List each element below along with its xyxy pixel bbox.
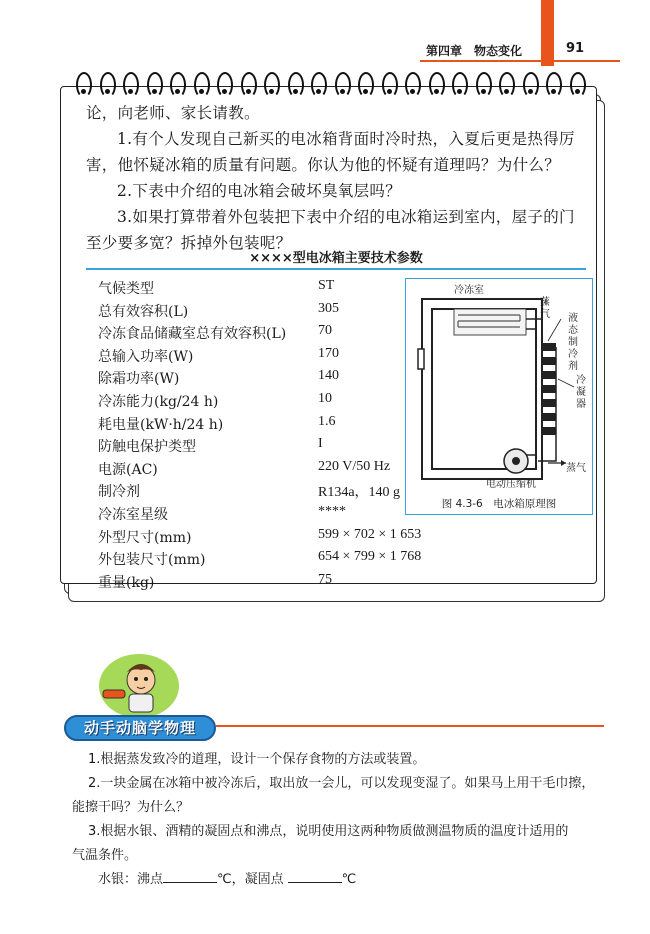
mascot-icon — [97, 648, 181, 718]
spec-table-title: ××××型电冰箱主要技术参数 — [249, 251, 423, 266]
spec-value: 599 × 702 × 1 653 — [318, 526, 422, 542]
spec-value: 305 — [318, 300, 339, 316]
fridge-schematic — [406, 279, 594, 494]
freezing-point-blank[interactable] — [288, 869, 342, 883]
spiral-binding — [76, 72, 596, 102]
spec-value: I — [318, 436, 323, 452]
spiral-ring — [311, 72, 327, 98]
spiral-ring — [358, 72, 374, 98]
activity-rule — [216, 725, 604, 727]
label-vapor-bottom: 蒸气 — [566, 463, 586, 474]
spec-value: 140 — [318, 368, 339, 384]
spec-label: 冷冻能力(kg/24 h) — [98, 394, 219, 410]
activity-item-2-line2: 能擦干吗？为什么？ — [72, 800, 190, 815]
label-condenser: 冷凝器 — [576, 375, 586, 410]
boiling-point-blank[interactable] — [163, 869, 217, 883]
spec-label: 电源(AC) — [98, 461, 158, 478]
question-3: 3.如果打算带着外包装把下表中介绍的电冰箱运到室内，屋子的门至少要多宽？拆掉外包装呢？ — [86, 208, 575, 252]
spec-label: 外包装尺寸(mm) — [98, 552, 206, 569]
spec-label: 冷冻食品储藏室总有效容积(L) — [98, 326, 287, 343]
spec-label: 制冷剂 — [98, 484, 140, 501]
spiral-ring — [100, 72, 116, 98]
spec-table-rule — [86, 268, 586, 270]
question-1: 1.有个人发现自己新买的电冰箱背面时冷时热，入夏后更是热得厉害，他怀疑冰箱的质量有问题。你认为他的怀疑有道理吗？为什么？ — [86, 130, 575, 174]
spec-label: 气候类型 — [98, 281, 154, 297]
spiral-ring — [476, 72, 492, 98]
spiral-ring — [264, 72, 280, 98]
spec-value: 170 — [318, 345, 339, 361]
header-rule — [420, 60, 620, 62]
condenser-pointer — [558, 379, 574, 387]
spiral-ring — [523, 72, 539, 98]
figure-caption: 图 4.3-6 电冰箱原理图 — [441, 498, 557, 510]
activity-item-2-line1: 2.一块金属在冰箱中被冷冻后，取出放一会儿，可以发现变湿了。如果马上用干毛巾擦， — [88, 776, 595, 791]
evaporator-box — [454, 309, 526, 335]
page-number: 91 — [566, 41, 585, 56]
label-compressor: 电动压缩机 — [486, 479, 536, 490]
mercury-line — [98, 868, 618, 892]
activity-title: 动手动脑学物理 — [83, 719, 196, 737]
door-handle — [418, 349, 424, 369]
spec-value: 10 — [318, 391, 332, 406]
spiral-ring — [405, 72, 421, 98]
spec-value: ST — [318, 278, 335, 293]
label-liquid-refrigerant: 液态制冷剂 — [568, 313, 578, 372]
spec-label: 总输入功率(W) — [98, 348, 194, 365]
spiral-ring — [147, 72, 163, 98]
question-2: 2.下表中介绍的电冰箱会破坏臭氧层吗？ — [117, 182, 401, 200]
spiral-ring — [429, 72, 445, 98]
spiral-ring — [546, 72, 562, 98]
spiral-ring — [382, 72, 398, 98]
spiral-ring — [170, 72, 186, 98]
label-freezer: 冷冻室 — [454, 285, 484, 296]
spec-value: **** — [318, 504, 346, 519]
spiral-ring — [570, 72, 586, 98]
chapter-tab-bar — [541, 0, 554, 66]
mercury-mid: ℃，凝固点 — [217, 872, 284, 887]
spiral-ring — [217, 72, 233, 98]
spec-value: 220 V/50 Hz — [318, 458, 391, 474]
vapor-pipe — [526, 319, 542, 453]
spec-label: 防触电保护类型 — [98, 439, 196, 456]
spec-label: 重量(kg) — [98, 574, 155, 591]
condenser-coil — [538, 343, 556, 461]
spec-label: 除霜功率(W) — [98, 371, 180, 388]
spec-value: 75 — [318, 571, 332, 587]
activity-item-1: 1.根据蒸发致冷的道理，设计一个保存食物的方法或装置。 — [88, 752, 426, 767]
mercury-unit: ℃ — [341, 872, 357, 887]
spiral-ring — [76, 72, 92, 98]
spec-label: 外型尺寸(mm) — [98, 529, 192, 546]
spiral-ring — [335, 72, 351, 98]
notebook-paragraph-0: 论，向老师、家长请教。 — [86, 104, 260, 122]
liquid-pointer — [548, 319, 561, 341]
spiral-ring — [499, 72, 515, 98]
spec-label: 总有效容积(L) — [98, 303, 189, 320]
spec-value: 70 — [318, 323, 332, 339]
spiral-ring — [241, 72, 257, 98]
label-vapor-top: 蒸气 — [540, 297, 550, 320]
mercury-prefix: 水银：沸点 — [98, 872, 164, 887]
activity-item-3-line2: 气温条件。 — [72, 848, 138, 863]
spec-label: 冷冻室星级 — [98, 507, 168, 523]
fridge-diagram — [405, 278, 593, 515]
spiral-ring — [123, 72, 139, 98]
spiral-ring — [452, 72, 468, 98]
chapter-title: 第四章 物态变化 — [426, 44, 523, 58]
spiral-ring — [194, 72, 210, 98]
spiral-ring — [288, 72, 304, 98]
return-pipe — [524, 329, 536, 455]
activity-item-3-line1: 3.根据水银、酒精的凝固点和沸点，说明使用这两种物质做测温物质的温度计适用的 — [88, 824, 569, 839]
spec-label: 耗电量(kW·h/24 h) — [98, 416, 224, 433]
spec-value: R134a，140 g — [318, 485, 401, 501]
spec-value: 654 × 799 × 1 768 — [318, 549, 422, 565]
spec-value: 1.6 — [318, 413, 336, 429]
